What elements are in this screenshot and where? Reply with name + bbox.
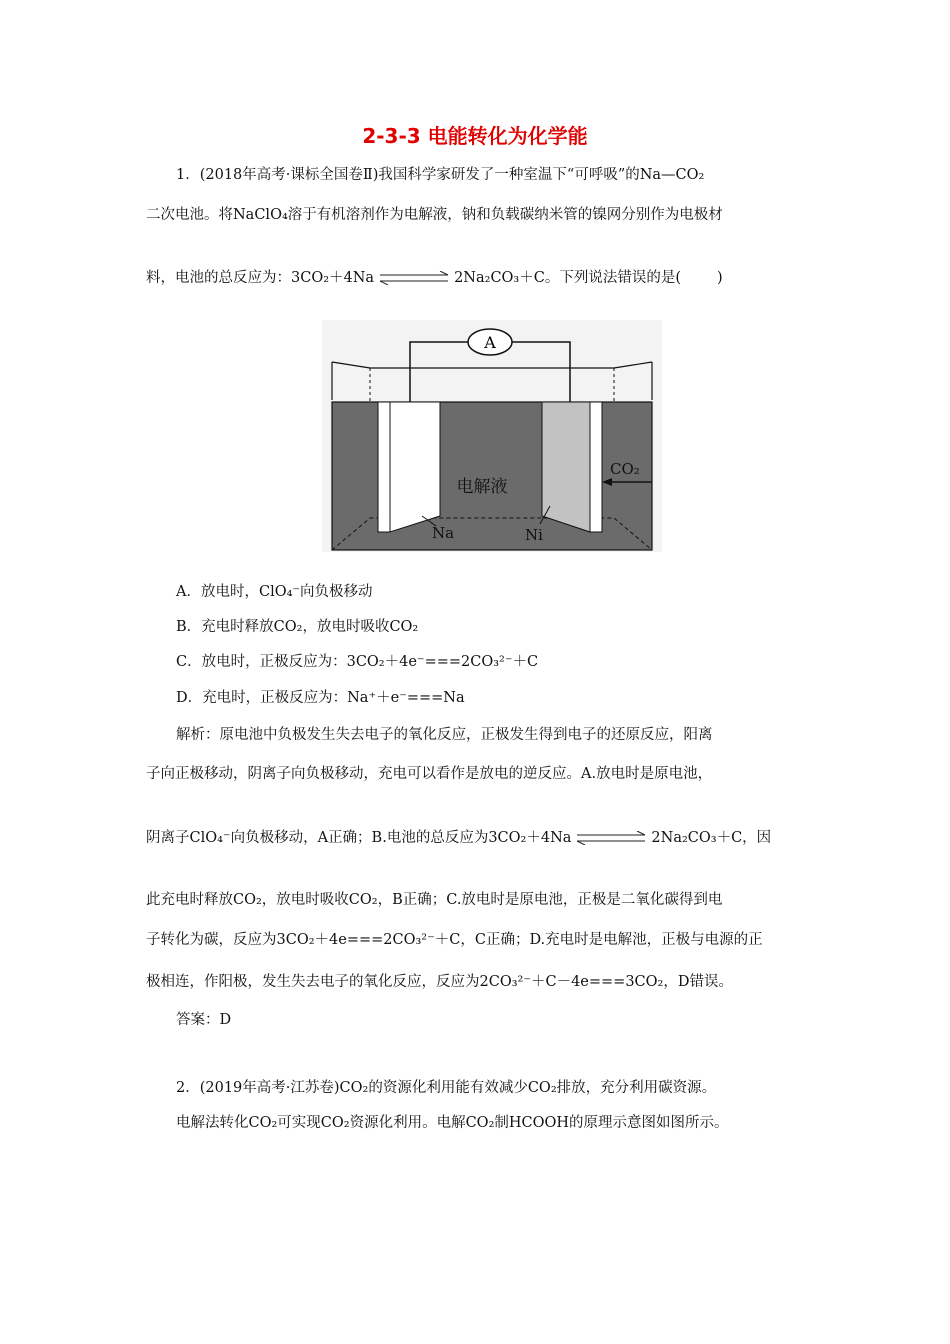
q1-option-d: D．充电时，正极反应为：Na⁺＋e⁻===Na: [176, 690, 465, 706]
analysis-reaction-left: 阴离子ClO₄⁻向负极移动，A正确；B.电池的总反应为3CO₂＋4Na: [146, 830, 572, 846]
q2-stem-line-1: 2．(2019年高考·江苏卷)CO₂的资源化利用能有效减少CO₂排放，充分利用碳资源。: [176, 1080, 717, 1096]
electrolyte-label: 电解液: [456, 477, 508, 497]
q1-reaction-right: 2Na₂CO₃＋C。下列说法错误的是(: [454, 270, 681, 286]
page-title: 2-3-3 电能转化为化学能: [362, 124, 588, 148]
analysis-line-2: 子向正极移动，阴离子向负极移动，充电可以看作是放电的逆反应。A.放电时是原电池，: [146, 766, 713, 782]
q1-stem-line-3: [146, 268, 811, 288]
na-electrode: [390, 402, 440, 532]
answer-line: 答案：D: [176, 1012, 232, 1028]
analysis-line-3: [146, 828, 811, 848]
analysis-line-4: 此充电时释放CO₂，放电时吸收CO₂，B正确；C.放电时是原电池，正极是二氧化碳得到电: [146, 892, 723, 908]
q1-option-a: A．放电时，ClO₄⁻向负极移动: [176, 584, 373, 600]
analysis-line-5: 子转化为碳，反应为3CO₂＋4e===2CO₃²⁻＋C，C正确；D.充电时是电解池，正极与电源的正: [146, 932, 763, 948]
q2-stem-line-2: 电解法转化CO₂可实现CO₂资源化利用。电解CO₂制HCOOH的原理示意图如图所示。: [176, 1115, 729, 1131]
reversible-arrow-icon: [575, 831, 647, 845]
q1-stem-line-2: 二次电池。将NaClO₄溶于有机溶剂作为电解液，钠和负载碳纳米管的镍网分别作为电极材: [146, 207, 723, 223]
ni-electrode: [542, 402, 590, 532]
battery-diagram: [322, 320, 662, 552]
q1-stem-line-1: 1．(2018年高考·课标全国卷Ⅱ)我国科学家研发了一种室温下“可呼吸”的Na—CO₂: [176, 167, 705, 183]
ammeter-label: A: [484, 333, 496, 352]
reversible-arrow-icon: [378, 271, 450, 285]
q1-option-c: C．放电时，正极反应为：3CO₂＋4e⁻===2CO₃²⁻＋C: [176, 654, 539, 670]
na-label: Na: [432, 524, 455, 542]
ni-label: Ni: [525, 526, 543, 544]
q1-option-b: B．充电时释放CO₂，放电时吸收CO₂: [176, 619, 419, 635]
q1-answer-paren-close: ): [717, 270, 723, 286]
co2-label: CO₂: [610, 460, 640, 478]
analysis-reaction-right: 2Na₂CO₃＋C，因: [651, 830, 772, 846]
q1-reaction-left: 料，电池的总反应为：3CO₂＋4Na: [146, 270, 375, 286]
analysis-line-1: 解析：原电池中负极发生失去电子的氧化反应，正极发生得到电子的还原反应，阳离: [176, 727, 713, 743]
analysis-line-6: 极相连，作阳极，发生失去电子的氧化反应，反应为2CO₃²⁻＋C－4e===3CO₂，D错误。: [146, 974, 733, 990]
